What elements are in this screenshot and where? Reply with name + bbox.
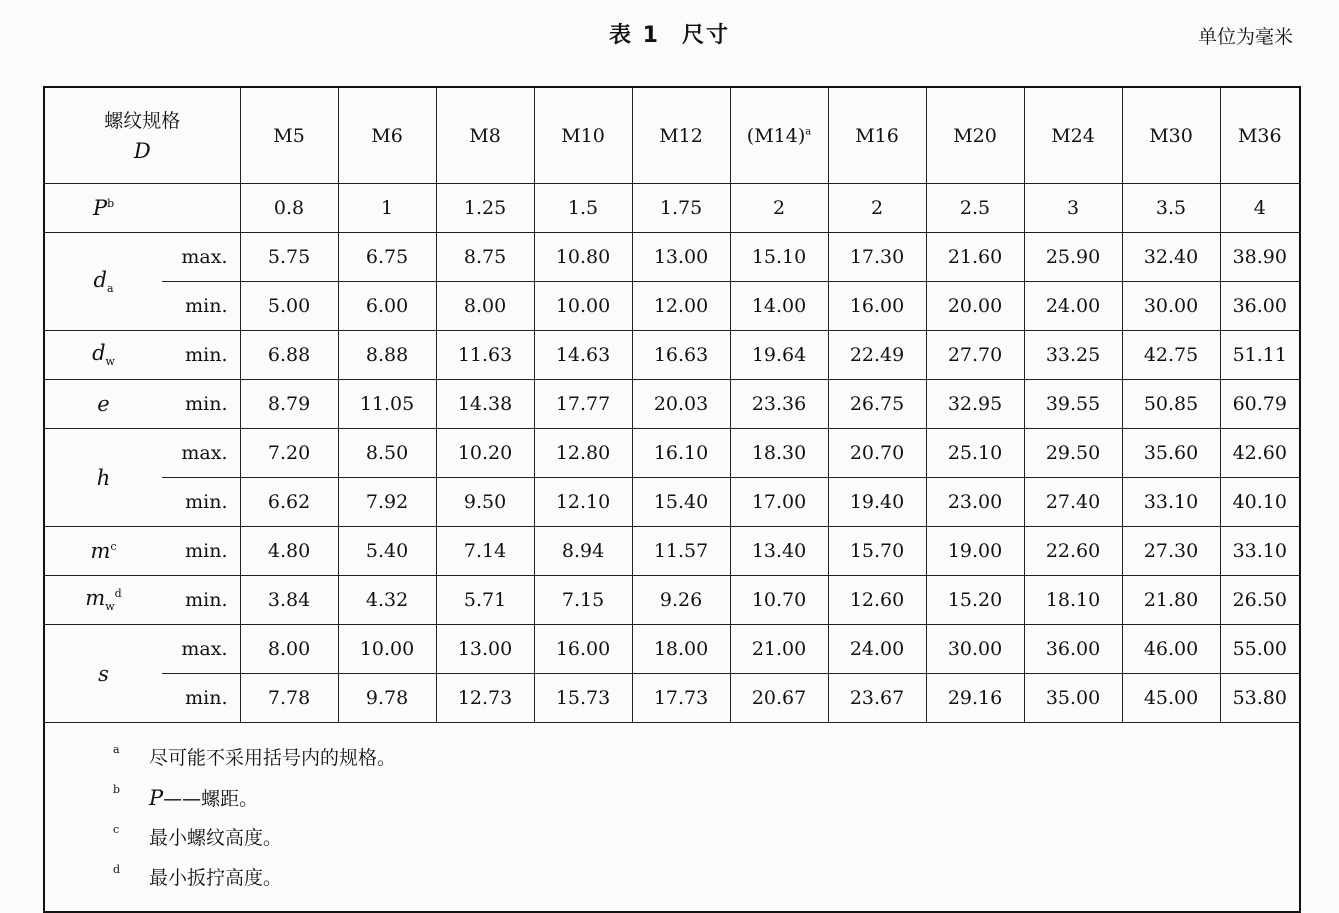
spec-header-cell (44, 87, 240, 184)
column-header (1220, 87, 1300, 184)
table-row (44, 674, 1300, 723)
row-symbol-cell (44, 331, 162, 380)
table-cell: 8.79 (240, 380, 338, 429)
table-cell: 10.80 (534, 233, 632, 282)
table-cell: 1.5 (534, 184, 632, 233)
table-cell: 1.75 (632, 184, 730, 233)
table-cell: 33.25 (1024, 331, 1122, 380)
table-cell: 32.40 (1122, 233, 1220, 282)
row-symbol-cell (44, 429, 162, 527)
table-cell: 8.00 (436, 282, 534, 331)
table-cell: 20.67 (730, 674, 828, 723)
table-cell: 35.60 (1122, 429, 1220, 478)
table-cell: 15.73 (534, 674, 632, 723)
table-cell: 10.00 (534, 282, 632, 331)
row-symbol-cell (44, 380, 162, 429)
table-cell: 2 (730, 184, 828, 233)
column-header-label: (M14) (746, 124, 806, 147)
table-cell: 20.03 (632, 380, 730, 429)
row-qualifier: min. (162, 576, 240, 625)
table-cell: 30.00 (926, 625, 1024, 674)
row-symbol-cell (44, 184, 240, 233)
table-cell: 29.16 (926, 674, 1024, 723)
column-header (1024, 87, 1122, 184)
table-cell: 13.40 (730, 527, 828, 576)
row-symbol-cell (44, 233, 162, 331)
column-header (926, 87, 1024, 184)
column-header-label: M20 (953, 124, 997, 147)
table-cell: 33.10 (1122, 478, 1220, 527)
footnote-body: 最小扳拧高度。 (149, 867, 283, 889)
table-cell: 17.00 (730, 478, 828, 527)
table-title-name: 尺寸 (681, 23, 730, 48)
table-row (44, 576, 1300, 625)
table-cell: 23.36 (730, 380, 828, 429)
footnote-marker: a (805, 126, 812, 138)
table-cell: 27.30 (1122, 527, 1220, 576)
table-cell: 60.79 (1220, 380, 1300, 429)
column-header (534, 87, 632, 184)
table-title (0, 18, 1339, 49)
row-symbol: P (93, 196, 108, 220)
row-symbol: d (93, 267, 107, 292)
table-cell: 25.10 (926, 429, 1024, 478)
table-cell: 12.80 (534, 429, 632, 478)
table-cell: 4.80 (240, 527, 338, 576)
table-row (44, 184, 1300, 233)
table-cell: 53.80 (1220, 674, 1300, 723)
table-cell: 8.00 (240, 625, 338, 674)
table-cell: 18.00 (632, 625, 730, 674)
table-title-number: 表 1 (609, 23, 660, 48)
row-symbol-cell (44, 576, 162, 625)
table-cell: 15.20 (926, 576, 1024, 625)
table-cell: 50.85 (1122, 380, 1220, 429)
table-cell: 0.8 (240, 184, 338, 233)
column-header-label: M36 (1237, 124, 1282, 147)
table-row (44, 478, 1300, 527)
table-cell: 17.77 (534, 380, 632, 429)
column-header-label: M12 (659, 124, 703, 147)
table-cell: 38.90 (1220, 233, 1300, 282)
table-cell: 40.10 (1220, 478, 1300, 527)
column-header-label: M10 (561, 124, 605, 147)
row-symbol: d (92, 341, 106, 366)
table-cell: 5.00 (240, 282, 338, 331)
table-cell: 4 (1220, 184, 1300, 233)
table-cell: 11.05 (338, 380, 436, 429)
table-cell: 33.10 (1220, 527, 1300, 576)
table-cell: 11.63 (436, 331, 534, 380)
table-cell: 16.00 (828, 282, 926, 331)
table-cell: 11.57 (632, 527, 730, 576)
table-cell: 21.60 (926, 233, 1024, 282)
column-header (1122, 87, 1220, 184)
table-cell: 30.00 (1122, 282, 1220, 331)
footnote-mark: c (113, 823, 120, 836)
row-qualifier: max. (162, 429, 240, 478)
table-cell: 6.88 (240, 331, 338, 380)
row-symbol: m (90, 539, 111, 563)
table-cell: 42.60 (1220, 429, 1300, 478)
footnote-text (149, 858, 282, 898)
table-cell: 46.00 (1122, 625, 1220, 674)
table-cell: 3.84 (240, 576, 338, 625)
footnotes-cell (44, 723, 1300, 913)
table-cell: 16.00 (534, 625, 632, 674)
footnote-marker: b (107, 197, 115, 210)
table-cell: 19.00 (926, 527, 1024, 576)
column-header-label: M6 (371, 124, 403, 147)
table-cell: 23.00 (926, 478, 1024, 527)
table-cell: 27.40 (1024, 478, 1122, 527)
table-cell: 2.5 (926, 184, 1024, 233)
table-cell: 35.00 (1024, 674, 1122, 723)
table-cell: 15.10 (730, 233, 828, 282)
row-qualifier: max. (162, 625, 240, 674)
table-cell: 8.50 (338, 429, 436, 478)
table-cell: 21.00 (730, 625, 828, 674)
column-header (338, 87, 436, 184)
row-symbol: s (98, 661, 109, 686)
table-cell: 14.63 (534, 331, 632, 380)
footnote-marker: d (114, 587, 122, 601)
footnote-text (149, 778, 258, 819)
table-cell: 12.00 (632, 282, 730, 331)
table-row (44, 527, 1300, 576)
table-cell: 12.10 (534, 478, 632, 527)
row-symbol-cell (44, 625, 162, 723)
footnote-body: 尽可能不采用括号内的规格。 (149, 747, 397, 769)
table-cell: 42.75 (1122, 331, 1220, 380)
table-cell: 25.90 (1024, 233, 1122, 282)
column-header (240, 87, 338, 184)
table-cell: 3.5 (1122, 184, 1220, 233)
row-symbol-subscript: a (106, 282, 114, 296)
table-cell: 24.00 (828, 625, 926, 674)
spec-symbol: D (133, 138, 151, 163)
column-header (436, 87, 534, 184)
column-header-label: M16 (855, 124, 899, 147)
table-cell: 19.64 (730, 331, 828, 380)
column-header-label: M8 (469, 124, 501, 147)
table-cell: 29.50 (1024, 429, 1122, 478)
table-cell: 16.10 (632, 429, 730, 478)
row-symbol: e (97, 392, 110, 416)
dimensions-table (43, 86, 1301, 913)
table-cell: 1 (338, 184, 436, 233)
table-cell: 14.00 (730, 282, 828, 331)
table-cell: 5.75 (240, 233, 338, 282)
footnote-item (45, 818, 1299, 858)
row-qualifier: min. (162, 282, 240, 331)
row-symbol: m (85, 586, 106, 611)
table-cell: 5.71 (436, 576, 534, 625)
table-cell: 4.32 (338, 576, 436, 625)
table-cell: 6.62 (240, 478, 338, 527)
column-header-label: M24 (1051, 124, 1095, 147)
table-row (44, 282, 1300, 331)
table-cell: 1.25 (436, 184, 534, 233)
footnote-item (45, 858, 1299, 898)
row-qualifier: min. (162, 331, 240, 380)
column-header-label: M30 (1149, 124, 1193, 147)
column-header (730, 87, 828, 184)
table-cell: 2 (828, 184, 926, 233)
row-qualifier: max. (162, 233, 240, 282)
table-cell: 16.63 (632, 331, 730, 380)
table-cell: 27.70 (926, 331, 1024, 380)
table-cell: 39.55 (1024, 380, 1122, 429)
footnote-marker: c (110, 540, 117, 553)
table-cell: 22.60 (1024, 527, 1122, 576)
table-cell: 18.10 (1024, 576, 1122, 625)
footnote-mark: b (113, 783, 121, 796)
row-symbol-cell (44, 527, 162, 576)
table-cell: 8.94 (534, 527, 632, 576)
table-cell: 26.50 (1220, 576, 1300, 625)
table-row (44, 625, 1300, 674)
header-row (44, 87, 1300, 184)
footnote-mark: a (113, 743, 120, 756)
table-cell: 7.78 (240, 674, 338, 723)
table-cell: 13.00 (436, 625, 534, 674)
footnote-text (149, 818, 282, 858)
row-qualifier: min. (162, 380, 240, 429)
table-cell: 7.14 (436, 527, 534, 576)
footnote-item (45, 738, 1299, 778)
table-row (44, 380, 1300, 429)
footnote-item (45, 778, 1299, 818)
table-cell: 5.40 (338, 527, 436, 576)
table-cell: 6.00 (338, 282, 436, 331)
table-cell: 12.60 (828, 576, 926, 625)
table-cell: 8.88 (338, 331, 436, 380)
table-cell: 10.20 (436, 429, 534, 478)
table-row (44, 233, 1300, 282)
table-cell: 15.40 (632, 478, 730, 527)
table-cell: 20.70 (828, 429, 926, 478)
table-cell: 10.70 (730, 576, 828, 625)
footnote-body: ——螺距。 (163, 788, 259, 810)
footnote-mark: d (113, 863, 121, 876)
table-cell: 14.38 (436, 380, 534, 429)
table-cell: 32.95 (926, 380, 1024, 429)
table-cell: 36.00 (1220, 282, 1300, 331)
table-cell: 24.00 (1024, 282, 1122, 331)
table-row (44, 429, 1300, 478)
table-cell: 6.75 (338, 233, 436, 282)
unit-label: 单位为毫米 (1197, 26, 1293, 48)
table-cell: 9.26 (632, 576, 730, 625)
column-header (632, 87, 730, 184)
table-cell: 7.20 (240, 429, 338, 478)
table-cell: 20.00 (926, 282, 1024, 331)
footnote-body: 最小螺纹高度。 (149, 827, 283, 849)
table-cell: 22.49 (828, 331, 926, 380)
table-row (44, 331, 1300, 380)
table-cell: 7.15 (534, 576, 632, 625)
table-cell: 9.50 (436, 478, 534, 527)
spec-label: 螺纹规格 (104, 109, 181, 132)
table-cell: 36.00 (1024, 625, 1122, 674)
table-cell: 7.92 (338, 478, 436, 527)
table-cell: 3 (1024, 184, 1122, 233)
table-cell: 12.73 (436, 674, 534, 723)
table-cell: 10.00 (338, 625, 436, 674)
row-qualifier: min. (162, 527, 240, 576)
footnote-symbol: P (149, 786, 164, 810)
table-cell: 55.00 (1220, 625, 1300, 674)
table-cell: 15.70 (828, 527, 926, 576)
table-cell: 23.67 (828, 674, 926, 723)
row-symbol-subscript: w (105, 600, 115, 614)
table-cell: 45.00 (1122, 674, 1220, 723)
column-header-label: M5 (273, 124, 305, 147)
row-symbol: h (96, 465, 111, 490)
table-cell: 51.11 (1220, 331, 1300, 380)
table-cell: 19.40 (828, 478, 926, 527)
table-cell: 18.30 (730, 429, 828, 478)
table-cell: 13.00 (632, 233, 730, 282)
table-cell: 17.73 (632, 674, 730, 723)
table-cell: 8.75 (436, 233, 534, 282)
table-cell: 9.78 (338, 674, 436, 723)
footnote-text (149, 738, 396, 778)
row-qualifier: min. (162, 478, 240, 527)
table-cell: 26.75 (828, 380, 926, 429)
row-qualifier: min. (162, 674, 240, 723)
table-cell: 21.80 (1122, 576, 1220, 625)
column-header (828, 87, 926, 184)
row-symbol-subscript: w (105, 355, 115, 369)
table-cell: 17.30 (828, 233, 926, 282)
